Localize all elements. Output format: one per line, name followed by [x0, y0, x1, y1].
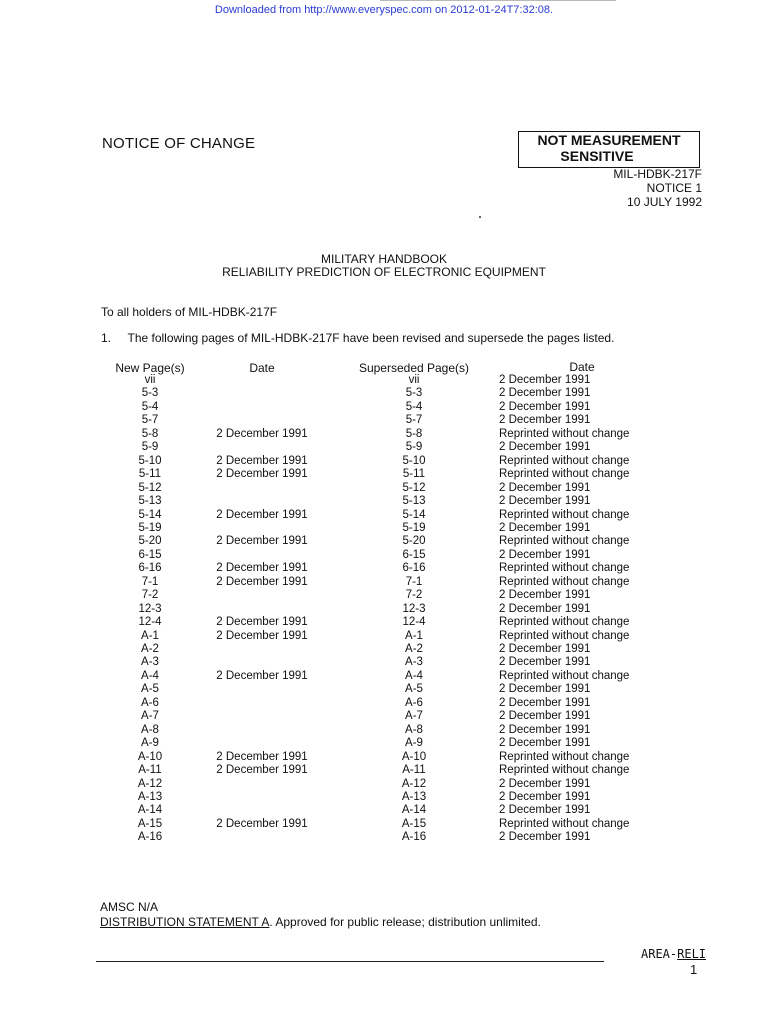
superseded-page-cell: A-3: [405, 656, 423, 669]
superseded-page-cell: A-13: [401, 790, 427, 803]
status-date-cell: Reprinted without change: [499, 669, 630, 682]
table-row: [0, 764, 768, 777]
table-row: [0, 616, 768, 629]
table-row: [0, 683, 768, 696]
status-date-cell: 2 December 1991: [499, 481, 591, 494]
notice-date: 10 JULY 1992: [627, 195, 702, 209]
table-row: [0, 576, 768, 589]
scan-fleck: [479, 216, 481, 218]
area-code-suffix: RELI: [677, 947, 707, 961]
distribution-statement-text: . Approved for public release; distribution unlimited.: [269, 915, 541, 929]
distribution-statement-label: DISTRIBUTION STATEMENT A: [100, 915, 270, 929]
table-row: [0, 603, 768, 616]
status-date-cell: 2 December 1991: [499, 441, 591, 454]
revision-date-cell: 2 December 1991: [216, 616, 308, 629]
table-row: [0, 482, 768, 495]
new-page-cell: vii: [144, 374, 156, 386]
new-page-cell: 5-10: [138, 454, 162, 467]
status-date-cell: Reprinted without change: [499, 817, 630, 830]
new-page-cell: A-15: [137, 817, 163, 830]
notice-of-change-heading: NOTICE OF CHANGE: [102, 135, 256, 152]
new-page-cell: 6-16: [138, 562, 162, 575]
new-page-cell: A-1: [141, 629, 159, 642]
measurement-box-line1: NOT MEASUREMENT: [537, 132, 681, 148]
revision-date-cell: 2 December 1991: [216, 750, 308, 763]
table-row: [0, 710, 768, 723]
paragraph-1-number: 1.: [101, 331, 112, 345]
new-page-cell: A-9: [141, 737, 159, 750]
superseded-page-cell: A-8: [405, 723, 423, 736]
superseded-page-cell: 5-20: [402, 535, 426, 548]
status-date-cell: Reprinted without change: [499, 468, 630, 481]
col-header-date: Date: [249, 361, 275, 375]
new-page-cell: A-3: [141, 656, 159, 669]
new-page-cell: 12-4: [138, 616, 162, 629]
status-date-cell: 2 December 1991: [499, 643, 591, 655]
status-date-cell: 2 December 1991: [499, 589, 591, 602]
revision-date-cell: 2 December 1991: [216, 508, 308, 521]
superseded-page-cell: 5-7: [405, 414, 423, 427]
superseded-page-cell: A-5: [405, 683, 423, 696]
status-date-cell: Reprinted without change: [499, 616, 630, 629]
revision-date-cell: 2 December 1991: [216, 535, 308, 548]
document-id: MIL-HDBK-217F: [613, 167, 702, 181]
new-page-cell: A-8: [141, 723, 159, 736]
new-page-cell: A-11: [138, 764, 162, 777]
status-date-cell: 2 December 1991: [499, 374, 591, 386]
new-page-cell: 7-2: [141, 589, 159, 602]
table-row: [0, 401, 768, 414]
table-row: [0, 791, 768, 804]
table-row: [0, 414, 768, 427]
new-page-cell: A-5: [141, 683, 159, 696]
table-row: [0, 387, 768, 400]
superseded-page-cell: 5-3: [405, 387, 423, 400]
table-row: [0, 737, 768, 750]
table-row: [0, 643, 768, 656]
holders-line: To all holders of MIL-HDBK-217F: [101, 305, 278, 319]
table-row: [0, 778, 768, 791]
table-row: [0, 428, 768, 441]
superseded-page-cell: 12-4: [402, 616, 426, 629]
table-row: [0, 804, 768, 817]
table-row: [0, 509, 768, 522]
paragraph-1: [101, 331, 614, 345]
status-date-cell: 2 December 1991: [499, 831, 591, 844]
new-page-cell: A-10: [137, 750, 163, 763]
distribution-statement: [100, 915, 541, 929]
new-page-cell: 7-1: [141, 575, 159, 588]
status-date-cell: 2 December 1991: [499, 602, 591, 615]
superseded-page-cell: 5-19: [402, 521, 426, 534]
new-page-cell: A-2: [141, 643, 159, 655]
superseded-page-cell: A-14: [401, 804, 427, 817]
table-row: [0, 522, 768, 535]
area-code-prefix: AREA-: [641, 947, 678, 961]
table-row: [0, 670, 768, 683]
table-row: [0, 818, 768, 831]
status-date-cell: 2 December 1991: [499, 777, 591, 790]
new-page-cell: 5-8: [141, 427, 159, 440]
handbook-type-title: MILITARY HANDBOOK: [320, 252, 448, 266]
measurement-box-line2: SENSITIVE: [560, 148, 634, 164]
new-page-cell: 5-14: [138, 508, 162, 521]
new-page-cell: 12-3: [138, 602, 162, 615]
revision-date-cell: 2 December 1991: [216, 764, 308, 777]
notice-number: NOTICE 1: [646, 181, 702, 195]
new-page-cell: A-4: [141, 669, 159, 682]
superseded-page-cell: vii: [408, 374, 420, 386]
status-date-cell: Reprinted without change: [499, 562, 630, 575]
revision-date-cell: 2 December 1991: [216, 562, 308, 575]
new-page-cell: 5-13: [138, 495, 162, 508]
superseded-page-cell: 5-14: [402, 508, 426, 521]
table-row: [0, 656, 768, 669]
superseded-page-cell: A-4: [405, 669, 423, 682]
status-date-cell: Reprinted without change: [499, 629, 630, 642]
superseded-page-cell: 6-15: [402, 548, 426, 561]
status-date-cell: Reprinted without change: [499, 427, 630, 440]
new-page-cell: A-13: [137, 790, 163, 803]
status-date-cell: 2 December 1991: [499, 495, 591, 508]
status-date-cell: 2 December 1991: [499, 804, 591, 817]
col-header-superseded-pages: Superseded Page(s): [358, 361, 470, 375]
table-row: [0, 751, 768, 764]
status-date-cell: Reprinted without change: [499, 750, 630, 763]
status-date-cell: 2 December 1991: [499, 414, 591, 427]
page-number: 1: [690, 962, 698, 977]
new-page-cell: 5-20: [138, 535, 162, 548]
superseded-page-cell: 6-16: [402, 562, 426, 575]
col-header-new-pages: New Page(s): [115, 361, 185, 375]
banner-top-rule: [380, 0, 616, 1]
new-page-cell: 5-4: [141, 400, 159, 413]
revision-date-cell: 2 December 1991: [216, 669, 308, 682]
status-date-cell: 2 December 1991: [499, 548, 591, 561]
paragraph-1-text: The following pages of MIL-HDBK-217F have been revised and supersede the pages listed.: [127, 331, 615, 345]
superseded-page-cell: 5-11: [402, 468, 426, 481]
table-row: [0, 562, 768, 575]
superseded-page-cell: 7-1: [405, 575, 423, 588]
col-header-date-2: Date: [569, 360, 595, 374]
superseded-page-cell: 5-12: [402, 481, 426, 494]
revision-date-cell: 2 December 1991: [216, 629, 308, 642]
superseded-page-cell: A-16: [401, 831, 427, 844]
status-date-cell: Reprinted without change: [499, 508, 630, 521]
table-row: [0, 697, 768, 710]
revision-date-cell: 2 December 1991: [216, 575, 308, 588]
status-date-cell: 2 December 1991: [499, 723, 591, 736]
new-page-cell: 5-12: [138, 481, 162, 494]
superseded-page-cell: A-10: [401, 750, 427, 763]
status-date-cell: 2 December 1991: [499, 387, 591, 400]
new-page-cell: 6-15: [138, 548, 162, 561]
new-page-cell: A-6: [141, 696, 159, 709]
status-date-cell: 2 December 1991: [499, 737, 591, 750]
superseded-page-cell: A-1: [405, 629, 423, 642]
superseded-page-cell: 5-10: [402, 454, 426, 467]
superseded-page-cell: A-12: [401, 777, 427, 790]
new-page-cell: 5-7: [141, 414, 159, 427]
new-page-cell: A-14: [137, 804, 163, 817]
amsc-line: AMSC N/A: [100, 900, 159, 914]
superseded-page-cell: 5-9: [405, 441, 423, 454]
superseded-page-cell: 5-13: [402, 495, 426, 508]
new-page-cell: A-16: [137, 831, 163, 844]
new-page-cell: 5-9: [141, 441, 159, 454]
status-date-cell: 2 December 1991: [499, 521, 591, 534]
new-page-cell: 5-3: [141, 387, 159, 400]
status-date-cell: 2 December 1991: [499, 790, 591, 803]
revision-date-cell: 2 December 1991: [216, 817, 308, 830]
new-page-cell: A-7: [141, 710, 159, 723]
new-page-cell: 5-19: [138, 521, 162, 534]
revision-date-cell: 2 December 1991: [216, 427, 308, 440]
new-page-cell: 5-11: [138, 468, 162, 481]
superseded-page-cell: A-7: [405, 710, 423, 723]
superseded-page-cell: 12-3: [402, 602, 426, 615]
status-date-cell: Reprinted without change: [499, 535, 630, 548]
table-row: [0, 724, 768, 737]
superseded-page-cell: A-2: [405, 643, 423, 655]
status-date-cell: Reprinted without change: [499, 764, 630, 777]
superseded-page-cell: 5-8: [405, 427, 423, 440]
status-date-cell: 2 December 1991: [499, 710, 591, 723]
table-row: [0, 831, 768, 844]
table-row: [0, 455, 768, 468]
revision-date-cell: 2 December 1991: [216, 454, 308, 467]
status-date-cell: Reprinted without change: [499, 454, 630, 467]
new-page-cell: A-12: [137, 777, 163, 790]
table-row: [0, 468, 768, 481]
table-row: [0, 589, 768, 602]
handbook-subject-title: RELIABILITY PREDICTION OF ELECTRONIC EQUIPMENT: [222, 265, 546, 279]
status-date-cell: 2 December 1991: [499, 683, 591, 696]
status-date-cell: 2 December 1991: [499, 400, 591, 413]
download-source-link[interactable]: Downloaded from http://www.everyspec.com on 2012-01-24T7:32:08.: [214, 4, 554, 16]
status-date-cell: 2 December 1991: [499, 696, 591, 709]
status-date-cell: 2 December 1991: [499, 656, 591, 669]
superseded-page-cell: A-6: [405, 696, 423, 709]
table-row: [0, 549, 768, 562]
footer-rule: [96, 961, 604, 962]
table-row: [0, 374, 768, 387]
superseded-page-cell: A-15: [401, 817, 427, 830]
table-row: [0, 630, 768, 643]
revision-date-cell: 2 December 1991: [216, 468, 308, 481]
table-row: [0, 495, 768, 508]
superseded-page-cell: 7-2: [405, 589, 423, 602]
superseded-page-cell: 5-4: [405, 400, 423, 413]
table-row: [0, 441, 768, 454]
table-row: [0, 535, 768, 548]
superseded-page-cell: A-9: [405, 737, 423, 750]
superseded-page-cell: A-11: [402, 764, 426, 777]
status-date-cell: Reprinted without change: [499, 575, 630, 588]
area-code: [641, 947, 706, 961]
